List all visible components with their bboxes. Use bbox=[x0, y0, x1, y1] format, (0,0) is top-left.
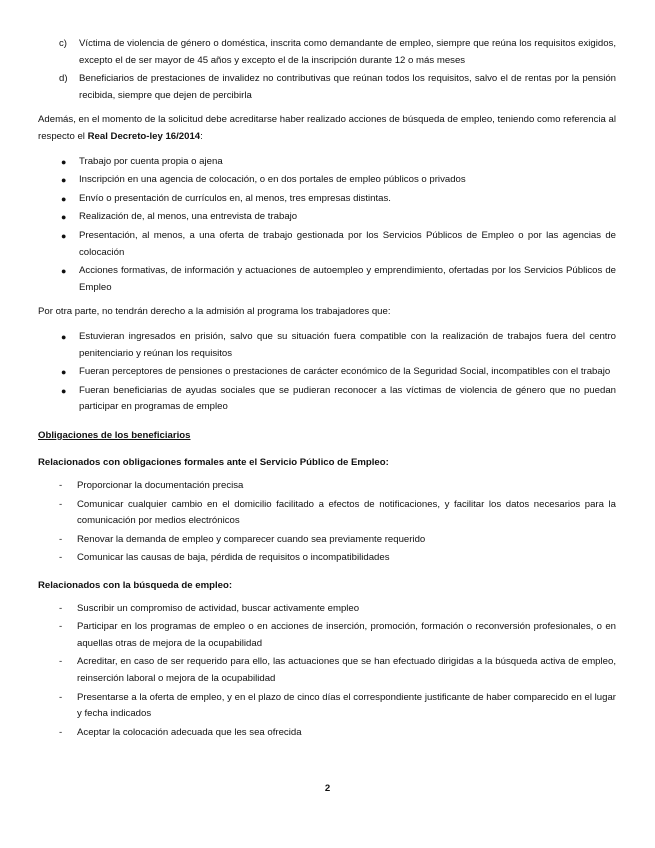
dash-icon: - bbox=[59, 621, 63, 633]
list-item-text: Presentarse a la oferta de empleo, y en el plazo de cinco días el correspondiente justificante de haber comparecido en el lugar y fecha indicados bbox=[77, 691, 616, 720]
bullet-icon: ● bbox=[61, 175, 67, 186]
bullet-icon: ● bbox=[61, 266, 67, 277]
formal-obligations-heading: Relacionados con obligaciones formales ante el Servicio Público de Empleo: bbox=[38, 457, 389, 469]
list-item-text: Suscribir un compromiso de actividad, buscar activamente empleo bbox=[77, 602, 360, 614]
page-number: 2 bbox=[324, 783, 331, 794]
list-item bbox=[38, 619, 616, 652]
list-item bbox=[38, 329, 616, 362]
exclusions-list bbox=[38, 329, 616, 416]
job-search-heading: Relacionados con la búsqueda de empleo: bbox=[38, 580, 233, 592]
list-item-text: Presentación, al menos, a una oferta de trabajo gestionada por los Servicios Públicos de Empleo o por las agencias de colocación bbox=[79, 229, 616, 258]
intro-text: Además, en el momento de la solicitud debe acreditarse haber realizado acciones de búsqueda de empleo, teniendo como referencia al respecto el bbox=[38, 114, 616, 142]
list-item-text: Comunicar cualquier cambio en el domicilio facilitado a efectos de notificaciones, y facilitar los datos necesarios para la comunicación por medios electrónicos bbox=[77, 498, 616, 527]
list-item bbox=[38, 191, 616, 208]
list-item-text: Inscripción en una agencia de colocación, o en dos portales de empleo públicos o privados bbox=[79, 174, 466, 186]
bullet-icon: ● bbox=[61, 367, 67, 378]
list-item bbox=[38, 263, 616, 296]
dash-icon: - bbox=[59, 552, 63, 564]
requirements-list-continuation bbox=[38, 36, 616, 104]
formal-obligations-list bbox=[38, 478, 616, 567]
decree-reference: Real Decreto-ley 16/2014 bbox=[87, 130, 201, 142]
exclusion-paragraph: Por otra parte, no tendrán derecho a la admisión al programa los trabajadores que: bbox=[38, 306, 391, 318]
obligations-title: Obligaciones de los beneficiarios bbox=[38, 429, 191, 441]
bullet-icon: ● bbox=[61, 193, 67, 204]
list-item-text: Estuvieran ingresados en prisión, salvo que su situación fuera compatible con la realización de trabajos fuera del centro penitenciario y reúnan los requisitos bbox=[79, 330, 616, 359]
list-item bbox=[38, 209, 616, 226]
list-item-text: Aceptar la colocación adecuada que les sea ofrecida bbox=[77, 726, 302, 738]
dash-icon: - bbox=[59, 691, 63, 703]
list-item-text: Fueran beneficiarias de ayudas sociales que se pudieran reconocer a las víctimas de violencia de género que no puedan participar en programas de empleo bbox=[79, 384, 616, 413]
list-item bbox=[38, 497, 616, 530]
bullet-icon: ● bbox=[61, 230, 67, 241]
list-item-text: Envío o presentación de currículos en, al menos, tres empresas distintas. bbox=[79, 192, 391, 204]
dash-icon: - bbox=[59, 498, 63, 510]
list-item bbox=[38, 172, 616, 189]
bullet-icon: ● bbox=[61, 156, 67, 167]
list-item bbox=[38, 36, 616, 69]
list-marker: d) bbox=[59, 73, 68, 85]
list-item-text: Acreditar, en caso de ser requerido para ello, las actuaciones que se han efectuado dirigidas a la búsqueda activa de empleo, reinserción laboral o mejora de la ocupabilidad bbox=[77, 656, 616, 684]
list-item-text: Participar en los programas de empleo o en acciones de inserción, promoción, formación o reconversión profesionales, o en aquellas otras de mejora de la ocupabilidad bbox=[77, 621, 616, 649]
list-item bbox=[38, 654, 616, 687]
list-item bbox=[38, 532, 616, 549]
list-item bbox=[38, 383, 616, 416]
page-content bbox=[38, 36, 616, 743]
list-marker: c) bbox=[59, 38, 67, 49]
list-item bbox=[38, 478, 616, 495]
list-item-text: Beneficiarios de prestaciones de invalidez no contributivas que reúnan todos los requisitos, salvo el de rentas por la pensión recibida, siempre que dejen de percibirla bbox=[79, 73, 616, 101]
list-item bbox=[38, 601, 616, 618]
list-item-text: Acciones formativas, de información y actuaciones de autoempleo y emprendimiento, ofertadas por los Servicios Públicos de Empleo bbox=[79, 265, 616, 293]
list-item-text: Comunicar las causas de baja, pérdida de requisitos o incompatibilidades bbox=[77, 552, 390, 564]
bullet-icon: ● bbox=[61, 385, 67, 396]
dash-icon: - bbox=[59, 480, 63, 492]
dash-icon: - bbox=[59, 533, 63, 545]
dash-icon: - bbox=[59, 602, 63, 614]
list-item bbox=[38, 154, 616, 171]
list-item-text: Fueran perceptores de pensiones o prestaciones de carácter económico de la Seguridad Social, incompatibles con el trabajo bbox=[79, 366, 611, 378]
list-item bbox=[38, 725, 616, 742]
list-item-text: Trabajo por cuenta propia o ajena bbox=[79, 155, 223, 167]
list-item bbox=[38, 690, 616, 723]
intro-suffix: : bbox=[200, 130, 203, 142]
list-item bbox=[38, 71, 616, 104]
list-item bbox=[38, 550, 616, 567]
search-actions-list bbox=[38, 154, 616, 297]
bullet-icon: ● bbox=[61, 212, 67, 223]
bullet-icon: ● bbox=[61, 331, 67, 342]
intro-paragraph bbox=[38, 112, 616, 145]
list-item-text: Víctima de violencia de género o doméstica, inscrita como demandante de empleo, siempre que reúna los requisitos exigidos, excepto el de ser mayor de 45 años y excepto el de la inscripción durante 12 o más meses bbox=[79, 38, 616, 66]
dash-icon: - bbox=[59, 656, 63, 668]
list-item-text: Realización de, al menos, una entrevista de trabajo bbox=[79, 211, 298, 223]
list-item bbox=[38, 364, 616, 381]
job-search-list bbox=[38, 601, 616, 742]
dash-icon: - bbox=[59, 726, 63, 738]
list-item bbox=[38, 228, 616, 261]
list-item-text: Proporcionar la documentación precisa bbox=[77, 480, 244, 492]
list-item-text: Renovar la demanda de empleo y comparecer cuando sea previamente requerido bbox=[77, 533, 426, 545]
